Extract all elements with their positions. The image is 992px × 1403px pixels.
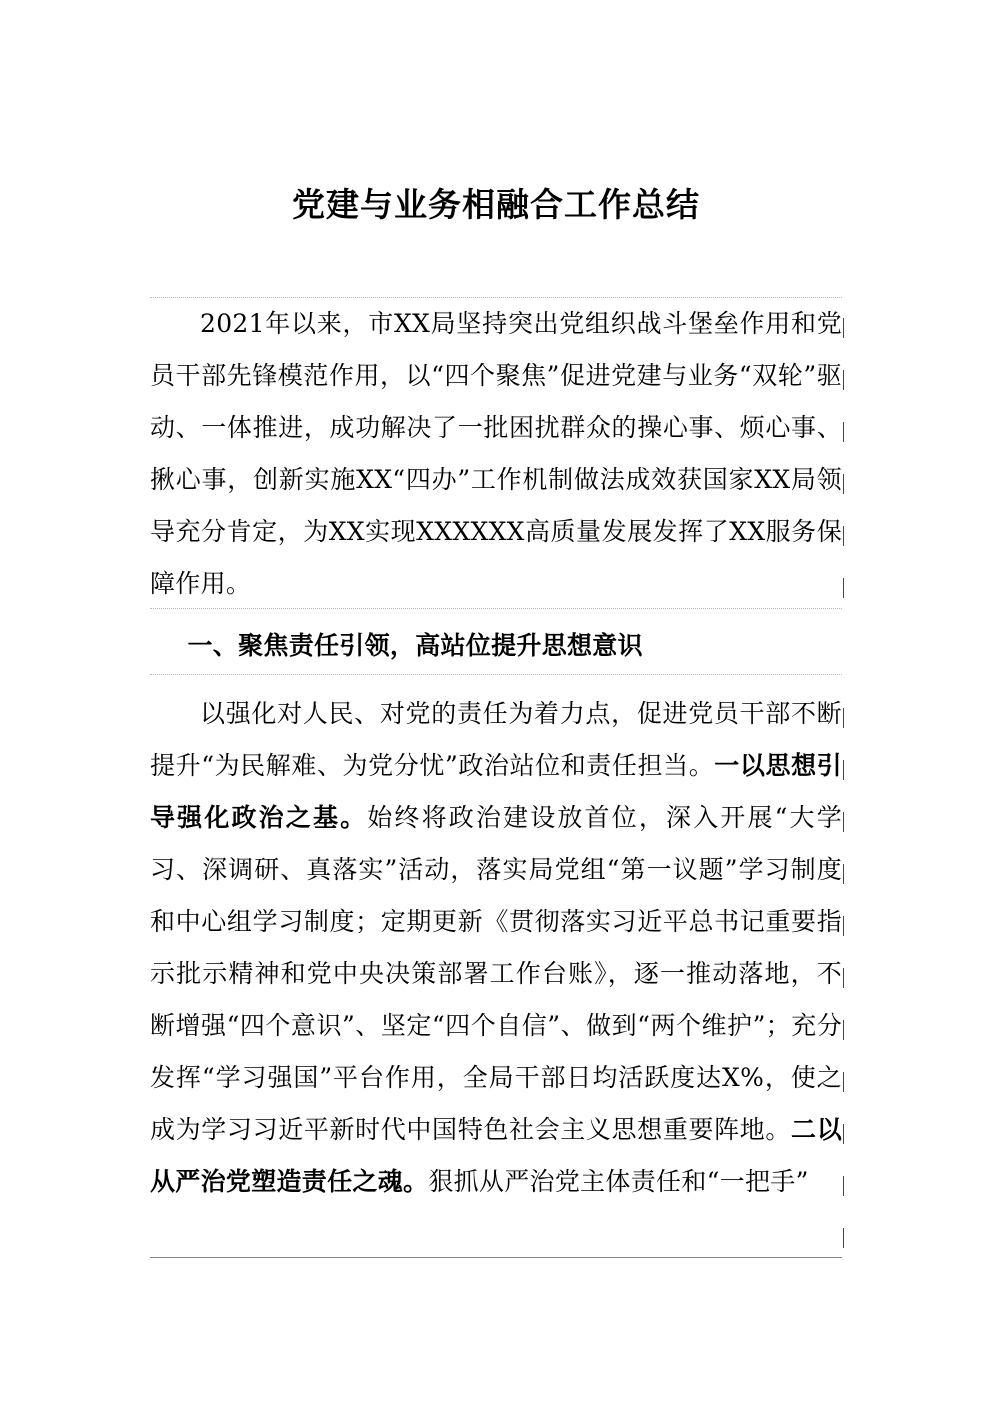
line-end-marker (843, 578, 844, 598)
line-end-marker (843, 708, 844, 728)
line-end-marker (843, 318, 844, 338)
paragraph-boundary-lower (150, 674, 842, 675)
body-middle-text: 始终将政治建设放首位，深入开展“大学习、深调研、真落实”活动，落实局党组“第一议题”学习制度和中心组学习制度；定期更新《贯彻落实习近平总书记重要指示批示精神和党中央决策部署工作台账》，逐一推动落地，不断增强“四个意识”、坚定“四个自信”、做到“两个维护”；充分发挥“学习强国”平台作用，全局干部日均活跃度达X%，使之成为学习习近平新时代中国特色社会主义思想重要阵地。 (150, 803, 843, 1144)
line-end-marker (843, 370, 844, 390)
body-lead-text: 以强化对人民、对党的责任为着力点，促进党员干部不断提升“为民解难、为党分忧”政治站位和责任担当。 (150, 699, 842, 780)
line-end-marker (843, 1228, 844, 1248)
line-end-marker (843, 1124, 844, 1144)
page-bottom-rule (150, 1257, 842, 1258)
section-body-paragraph (150, 688, 842, 1208)
line-end-marker (843, 760, 844, 780)
line-end-marker (843, 1072, 844, 1092)
bold-subpoint-two: 二以从严治党塑造责任之魂。 (150, 1115, 842, 1196)
line-end-marker (843, 474, 844, 494)
line-end-marker (843, 422, 844, 442)
line-end-marker (843, 526, 844, 546)
line-end-marker (843, 1020, 844, 1040)
paragraph-boundary-middle (150, 608, 842, 609)
section-heading: 一、聚焦责任引领，高站位提升思想意识 (187, 631, 643, 660)
bold-subpoint-one: 一以思想引导强化政治之基。 (150, 751, 842, 832)
line-end-marker (843, 916, 844, 936)
line-end-marker (843, 812, 844, 832)
line-end-marker (843, 864, 844, 884)
line-end-marker (843, 968, 844, 988)
document-title: 党建与业务相融合工作总结 (292, 185, 700, 225)
body-tail-text: 狠抓从严治党主体责任和“一把手” (428, 1167, 809, 1196)
intro-paragraph: 2021年以来，市XX局坚持突出党组织战斗堡垒作用和党员干部先锋模范作用，以“四个聚焦”促进党建与业务“双轮”驱动、一体推进，成功解决了一批困扰群众的操心事、烦心事、揪心事，创新实施XX“四办”工作机制做法成效获国家XX局领导充分肯定，为XX实现XXXXXX高质量发展发挥了XX服务保障作用。 (150, 309, 842, 598)
line-end-marker (843, 1176, 844, 1196)
